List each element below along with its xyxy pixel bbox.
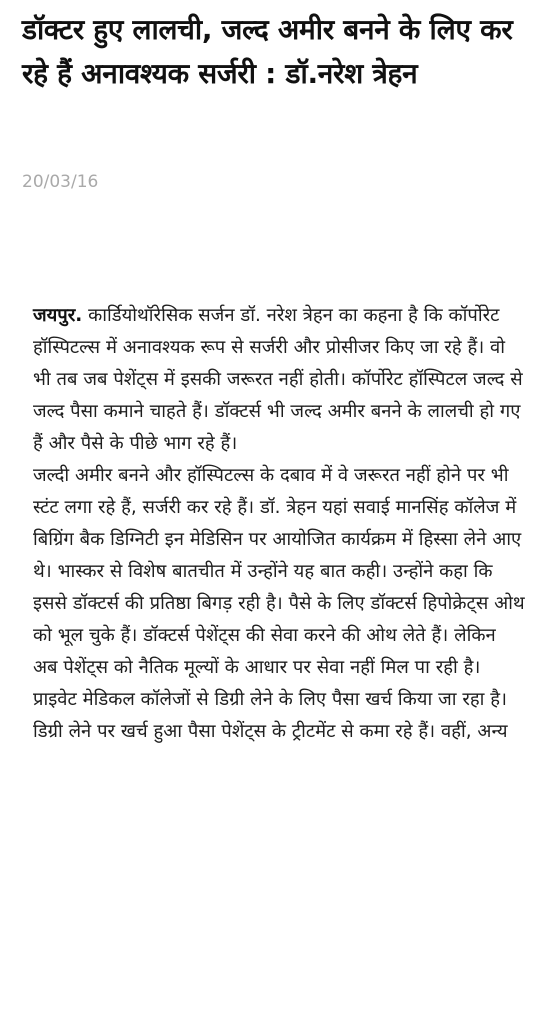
- article-headline: डॉक्टर हुए लालची, जल्द अमीर बनने के लिए कर रहे हैं अनावश्यक सर्जरी : डॉ.नरेश त्रेहन: [22, 13, 513, 90]
- article-dateline: जयपुर.: [33, 305, 83, 326]
- article-body: [33, 300, 525, 748]
- paragraph-1-text: कार्डियोथॉरेसिक सर्जन डॉ. नरेश त्रेहन का कहना है कि कॉर्पोरेट हॉस्पिटल्स में अनावश्यक रूप से सर्जरी और प्रोसीजर किए जा रहे हैं। वो भी तब जब पेशेंट्स में इसकी जरूरत नहीं होती। कॉर्पोरेट हॉस्पिटल जल्द से जल्द पैसा कमाने चाहते हैं। डॉक्टर्स भी जल्द अमीर बनने के लालची हो गए हैं और पैसे के पीछे भाग रहे हैं।: [33, 305, 523, 454]
- article-paragraph-1: [33, 300, 525, 460]
- article-date: 20/03/16: [22, 172, 99, 192]
- article-paragraph-2: जल्दी अमीर बनने और हॉस्पिटल्स के दबाव में वे जरूरत नहीं होने पर भी स्टंट लगा रहे हैं, सर्जरी कर रहे हैं। डॉ. त्रेहन यहां सवाई मानसिंह कॉलेज में बिग्रिंग बैक डिग्निटी इन मेडिसिन पर आयोजित कार्यक्रम में हिस्सा लेने आए थे। भास्कर से विशेष बातचीत में उन्होंने यह बात कही। उन्होंने कहा कि इससे डॉक्टर्स की प्रतिष्ठा बिगड़ रही है। पैसे के लिए डॉक्टर्स हिपोक्रेट्स ओथ को भूल चुके हैं। डॉक्टर्स पेशेंट्स की सेवा करने की ओथ लेते हैं। लेकिन अब पेशेंट्स को नैतिक मूल्यों के आधार पर सेवा नहीं मिल पा रही है। प्राइवेट मेडिकल कॉलेजों से डिग्री लेने के लिए पैसा खर्च किया जा रहा है। डिग्री लेने पर खर्च हुआ पैसा पेशेंट्स के ट्रीटमेंट से कमा रहे हैं। वहीं, अन्य: [33, 465, 525, 742]
